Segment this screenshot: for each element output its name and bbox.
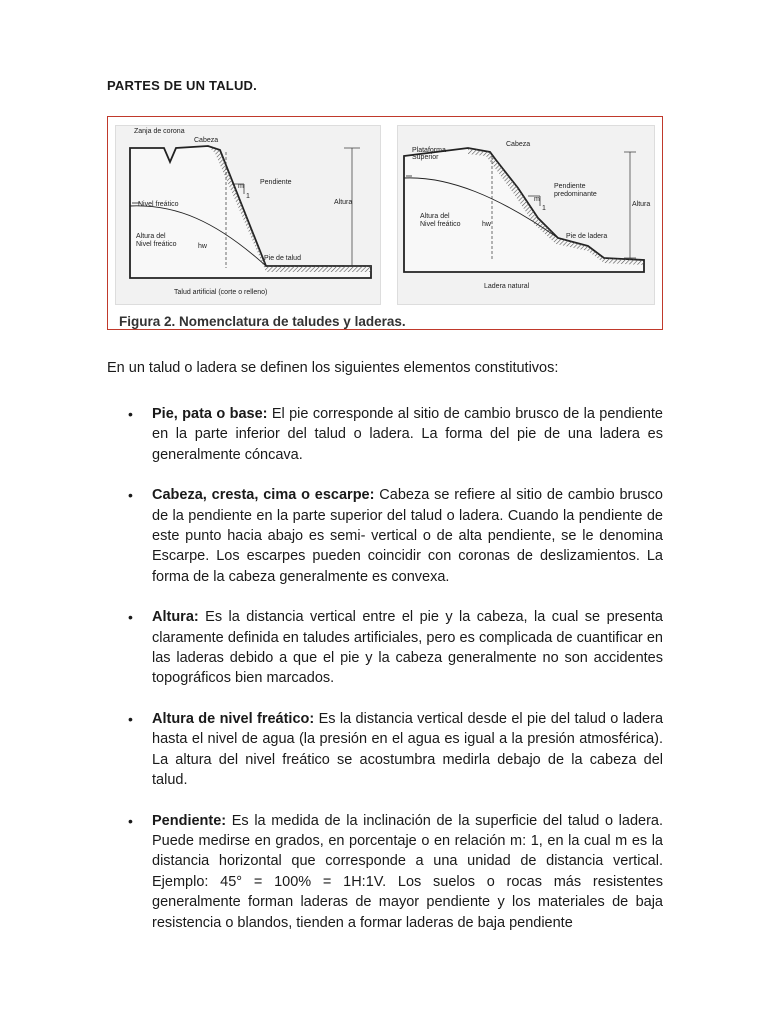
pendiente-m-right: m: [534, 196, 540, 203]
altura-nivel-right-2: Nivel freático: [420, 221, 461, 228]
zanja-label: Zanja de corona: [134, 128, 185, 135]
list-item-pie: [107, 404, 663, 465]
ladera-natural-svg: [398, 126, 654, 304]
pendiente-m: m: [238, 183, 244, 190]
right-subtitle: Ladera natural: [484, 283, 530, 290]
pendiente-label-right-1: Pendiente: [554, 183, 586, 190]
ladera-natural-diagram: [397, 125, 655, 305]
bullet-icon: •: [128, 710, 133, 727]
talud-artificial-diagram: [115, 125, 381, 305]
page-heading: PARTES DE UN TALUD.: [107, 78, 257, 93]
text-pie: El pie corresponde al sitio de cambio brusco de la pendiente en la parte inferior del talud o ladera. La forma del pie de una ladera es generalmente cóncava.: [152, 406, 663, 463]
bullet-icon: •: [128, 812, 133, 829]
plataforma-label-2: Superior: [412, 154, 439, 161]
pie-ladera-label: Pie de ladera: [566, 233, 608, 240]
altura-label: Altura: [334, 199, 353, 206]
pendiente-label-right-2: predominante: [554, 191, 597, 198]
elements-list: [107, 404, 663, 953]
altura-nivel-label-1: Altura del: [136, 233, 166, 240]
text-cabeza: Cabeza se refiere al sitio de cambio brusco de la pendiente en la parte superior del talud o ladera. Cuando la pendiente de este punto hacia abajo es semi- vertical o de alta pendiente, se le denomina Escarpe. Los escarpes pueden coincidir con coronas de deslizamientos. La forma de la cabeza generalmente es convexa.: [152, 487, 663, 585]
term-nivel-freatico: Altura de nivel freático:: [152, 710, 315, 727]
cabeza-label: Cabeza: [194, 137, 219, 144]
list-item-nivel-freatico: [107, 709, 663, 791]
cabeza-label-right: Cabeza: [506, 141, 531, 148]
term-cabeza: Cabeza, cresta, cima o escarpe:: [152, 487, 375, 504]
bullet-icon: •: [128, 406, 133, 422]
hw-label-right: hw: [482, 221, 491, 228]
text-pendiente: Es la medida de la inclinación de la superficie del talud o ladera. Puede medirse en grados, en porcentaje o en relación m: 1, en la cual m es la distancia horizontal que corresponde a una unidad de distancia vertical. Ejemplo: 45° = 100% = 1H:1V. Los suelos o rocas más resistentes generalmente forman laderas de mayor pendiente y los materiales de baja resistencia o blandos, tienden a formar laderas de baja pendiente: [152, 812, 663, 931]
bullet-icon: •: [128, 609, 133, 626]
altura-label-right: Altura: [632, 201, 651, 208]
term-altura: Altura:: [152, 609, 199, 626]
altura-nivel-label-2: Nivel freático: [136, 241, 177, 248]
plataforma-label-1: Plataforma: [412, 147, 446, 154]
bullet-icon: •: [128, 487, 133, 504]
nivel-freatico-label: Nivel freático: [138, 201, 179, 208]
altura-nivel-right-1: Altura del: [420, 213, 450, 220]
pendiente-one: 1: [246, 193, 250, 200]
hw-label: hw: [198, 243, 207, 250]
figure-box: [107, 116, 663, 330]
pendiente-one-right: 1: [542, 205, 546, 212]
term-pendiente: Pendiente:: [152, 812, 227, 829]
intro-paragraph: En un talud o ladera se definen los siguientes elementos constitutivos:: [107, 360, 559, 376]
list-item-pendiente: [107, 811, 663, 933]
pie-label: Pie de talud: [264, 255, 301, 262]
term-pie: Pie, pata o base:: [152, 406, 268, 422]
figure-caption: Figura 2. Nomenclatura de taludes y laderas.: [119, 314, 406, 329]
talud-artificial-svg: [116, 126, 380, 304]
text-altura: Es la distancia vertical entre el pie y la cabeza, la cual se presenta claramente definida en taludes artificiales, pero es complicada de cuantificar en las laderas debido a que el pie y la cabeza generalmente no son accidentes topográficos bien marcados.: [152, 609, 663, 687]
left-subtitle: Talud artificial (corte o relleno): [174, 289, 268, 296]
text-nivel-freatico: Es la distancia vertical desde el pie del talud o ladera hasta el nivel de agua (la presión en el agua es igual a la presión atmosférica). La altura del nivel freático se acostumbra medirla debajo de la cabeza del talud.: [152, 710, 664, 789]
list-item-cabeza: [107, 485, 663, 587]
list-item-altura: [107, 607, 663, 689]
pendiente-label: Pendiente: [260, 179, 292, 186]
